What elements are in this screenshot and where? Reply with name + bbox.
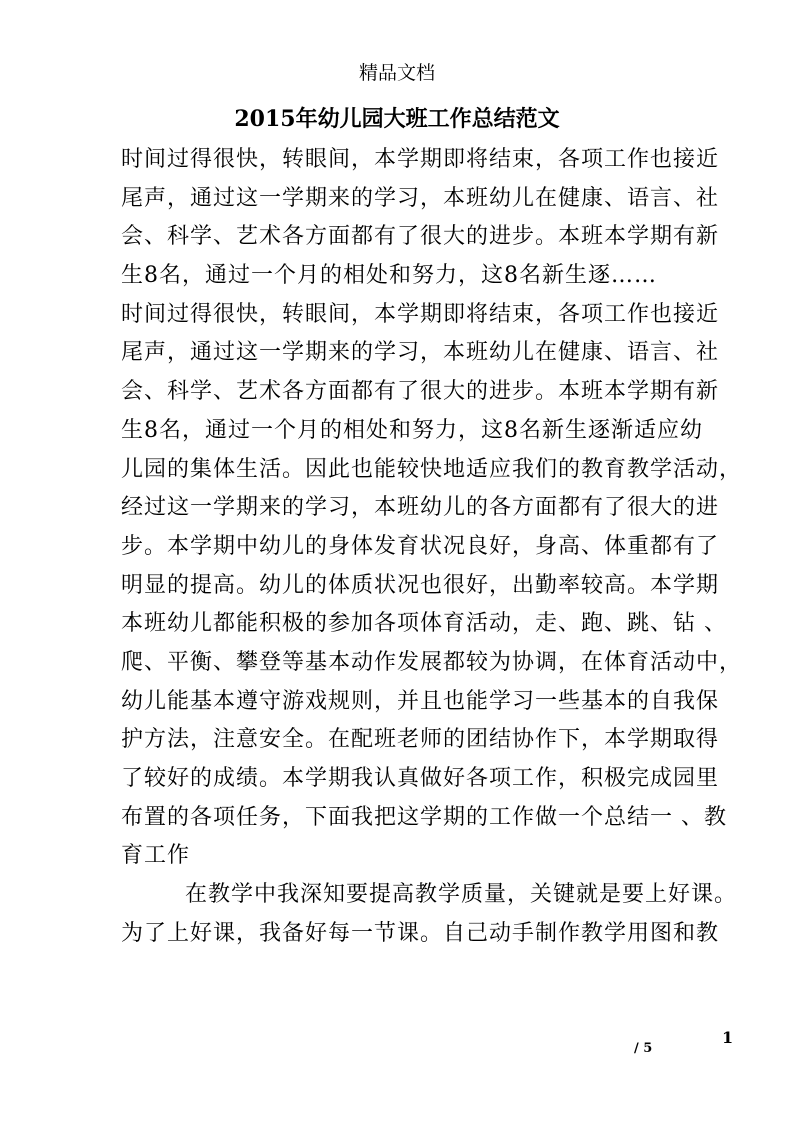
body-line-10: 经过这一学期来的学习，本班幼儿的各方面都有了很大的进 [121, 495, 720, 521]
body-line-17: 了较好的成绩。本学期我认真做好各项工作，积极完成园里 [121, 766, 720, 791]
document-header: 精品文档 [358, 62, 435, 84]
body-line-8: 生8名，通过一个月的相处和努力，这8名新生逐渐适应幼 [121, 417, 703, 443]
body-line-2: 尾声，通过这一学期来的学习，本班幼儿在健康、语言、社 [121, 185, 720, 211]
body-line-21: 为了上好课，我备好每一节课。自己动手制作教学用图和教 [121, 920, 720, 946]
document-body [121, 141, 743, 953]
body-line-3: 会、科学、艺术各方面都有了很大的进步。本班本学期有新 [121, 224, 720, 250]
page-number: 1 [722, 1028, 734, 1047]
body-line-6: 尾声，通过这一学期来的学习，本班幼儿在健康、语言、社 [121, 340, 720, 366]
body-line-18: 布置的各项任务，下面我把这学期的工作做一个总结一 、教 [121, 804, 727, 830]
body-line-5: 时间过得很快，转眼间，本学期即将结束，各项工作也接近 [121, 301, 720, 327]
body-line-9: 儿园的集体生活。因此也能较快地适应我们的教育教学活动， [121, 456, 743, 482]
body-line-1: 时间过得很快，转眼间，本学期即将结束，各项工作也接近 [121, 147, 720, 172]
body-line-12: 明显的提高。幼儿的体质状况也很好，出勤率较高。本学期 [121, 572, 720, 598]
body-line-4: 生8名，通过一个月的相处和努力，这8名新生逐…… [121, 263, 657, 289]
body-line-7: 会、科学、艺术各方面都有了很大的进步。本班本学期有新 [121, 379, 720, 405]
body-line-11: 步。本学期中幼儿的身体发育状况良好，身高、体重都有了 [121, 533, 720, 559]
body-line-16: 护方法，注意安全。在配班老师的团结协作下，本学期取得 [121, 727, 720, 753]
document-title: 2015年幼儿园大班工作总结范文 [234, 106, 560, 132]
body-line-20: 在教学中我深知要提高教学质量，关键就是要上好课。 [185, 882, 738, 908]
body-line-13: 本班幼儿都能积极的参加各项体育活动，走、跑、跳、钻 、 [121, 611, 727, 637]
body-line-19: 育工作 [121, 843, 191, 869]
body-line-15: 幼儿能基本遵守游戏规则，并且也能学习一些基本的自我保 [121, 688, 720, 714]
page-total: / 5 [634, 1041, 653, 1056]
body-line-14: 爬、平衡、攀登等基本动作发展都较为协调，在体育活动中， [121, 649, 743, 675]
